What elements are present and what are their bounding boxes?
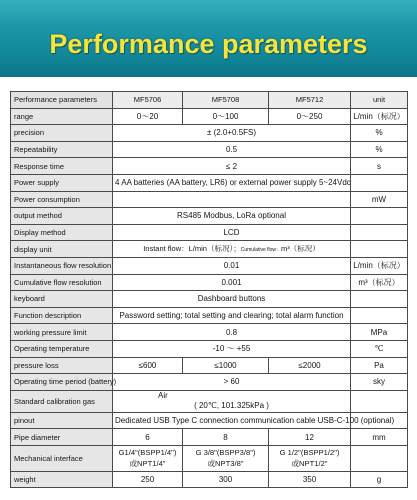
thread-spec: G 3/8"(BSPP3/8")	[195, 448, 256, 458]
spec-value: ≤ 2	[113, 158, 351, 175]
instant-flow-label: Instant flow：	[143, 243, 189, 253]
spec-label: Pipe diameter	[11, 429, 113, 446]
spec-label: Standard calibration gas	[11, 390, 113, 412]
spec-value: 250	[113, 471, 183, 488]
spec-row-repeatability	[11, 141, 408, 158]
spec-label: Power supply	[11, 174, 113, 191]
calibration-gas-name: Air	[158, 391, 168, 401]
spec-value	[113, 191, 351, 208]
spec-value: 8	[183, 429, 269, 446]
spec-row-display-method	[11, 224, 408, 241]
spec-value	[183, 445, 269, 471]
spec-unit: Pa	[351, 357, 408, 374]
spec-unit: sky	[351, 374, 408, 391]
cumulative-flow-unit: m³（标况）	[281, 243, 320, 253]
spec-unit: ℃	[351, 340, 408, 357]
spec-row-output-method	[11, 208, 408, 225]
spec-label: Cumulative flow resolution	[11, 274, 113, 291]
spec-value	[269, 445, 351, 471]
spec-value: 300	[183, 471, 269, 488]
spec-row-precision	[11, 125, 408, 142]
spec-value: -10 ～ +55	[113, 340, 351, 357]
spec-unit: %	[351, 125, 408, 142]
page-title: Performance parameters	[49, 29, 368, 59]
spec-label: Mechanical interface	[11, 445, 113, 471]
spec-row-cumulative-flow-resolution	[11, 274, 408, 291]
spec-unit: MPa	[351, 324, 408, 341]
spec-label: Operating time period (battery)	[11, 374, 113, 391]
spec-label: Power consumption	[11, 191, 113, 208]
spec-unit: L/min（标况）	[351, 257, 408, 274]
spec-value: ± (2.0+0.5FS)	[113, 125, 351, 142]
spec-value: 350	[269, 471, 351, 488]
spec-label: Instantaneous flow resolution	[11, 257, 113, 274]
spec-unit	[351, 307, 408, 324]
spec-value	[113, 445, 183, 471]
unit-header: unit	[351, 92, 408, 109]
header-banner	[0, 0, 417, 77]
thread-spec: G 1/2"(BSPP1/2")	[279, 448, 340, 458]
spec-value: ≤600	[113, 357, 183, 374]
model-header-mf5708: MF5708	[183, 92, 269, 109]
spec-label: Operating temperature	[11, 340, 113, 357]
spec-label: pinout	[11, 412, 113, 429]
spec-value: 0.001	[113, 274, 351, 291]
spec-header-row	[11, 92, 408, 109]
spec-label: Display method	[11, 224, 113, 241]
cumulative-flow-label: Cumulative flow：	[240, 246, 282, 253]
spec-value: > 60	[113, 374, 351, 391]
header-label: Performance parameters	[11, 92, 113, 109]
spec-value: Dedicated USB Type C connection communication cable USB-C-100 (optional)	[113, 412, 351, 429]
spec-label: working pressure limit	[11, 324, 113, 341]
spec-row-range	[11, 108, 408, 125]
calibration-gas-conditions: ( 20℃, 101.325kPa )	[194, 401, 269, 411]
spec-row-power-supply	[11, 174, 408, 191]
thread-alt: 或NPT1/4"	[129, 459, 166, 469]
spec-value: 0～250	[269, 108, 351, 125]
spec-row-pipe-diameter	[11, 429, 408, 446]
spec-row-operating-time-period	[11, 374, 408, 391]
spec-unit: mm	[351, 429, 408, 446]
thread-alt: 或NPT3/8"	[207, 459, 244, 469]
spec-row-power-consumption	[11, 191, 408, 208]
spec-value	[113, 390, 351, 412]
spec-row-display-unit	[11, 241, 408, 258]
spec-unit	[351, 291, 408, 308]
thread-alt: 或NPT1/2"	[291, 459, 328, 469]
instant-flow-unit: L/min（标况）；	[188, 243, 241, 253]
spec-label: Function description	[11, 307, 113, 324]
spec-unit	[351, 390, 408, 412]
spec-unit: s	[351, 158, 408, 175]
spec-value: ≤2000	[269, 357, 351, 374]
thread-spec: G1/4"(BSPP1/4")	[118, 448, 177, 458]
spec-label: output method	[11, 208, 113, 225]
spec-row-pressure-loss	[11, 357, 408, 374]
spec-label: range	[11, 108, 113, 125]
spec-value: LCD	[113, 224, 351, 241]
model-header-mf5706: MF5706	[113, 92, 183, 109]
spec-row-mechanical-interface	[11, 445, 408, 471]
spec-unit	[351, 241, 408, 258]
spec-row-operating-temperature	[11, 340, 408, 357]
spec-label: weight	[11, 471, 113, 488]
spec-label: pressure loss	[11, 357, 113, 374]
spec-label: Repeatability	[11, 141, 113, 158]
spec-table	[10, 91, 408, 488]
spec-unit: L/min（标况）	[351, 108, 408, 125]
spec-row-standard-calibration-gas	[11, 390, 408, 412]
spec-unit	[351, 208, 408, 225]
spec-value: 0～100	[183, 108, 269, 125]
spec-row-working-pressure-limit	[11, 324, 408, 341]
spec-value: 6	[113, 429, 183, 446]
spec-value: 0.5	[113, 141, 351, 158]
spec-unit	[351, 174, 408, 191]
spec-value: 0.8	[113, 324, 351, 341]
spec-value: 4 AA batteries (AA battery, LR6) or external power supply 5~24Vdc	[113, 174, 351, 191]
spec-value	[113, 241, 351, 258]
spec-value: Dashboard buttons	[113, 291, 351, 308]
spec-label: Response time	[11, 158, 113, 175]
spec-row-response-time	[11, 158, 408, 175]
spec-value: 12	[269, 429, 351, 446]
model-header-mf5712: MF5712	[269, 92, 351, 109]
spec-value: 0.01	[113, 257, 351, 274]
spec-row-keyboard	[11, 291, 408, 308]
spec-value: Password setting; total setting and clearing; total alarm function	[113, 307, 351, 324]
spec-unit	[351, 445, 408, 471]
spec-row-function-description	[11, 307, 408, 324]
spec-value: 0～20	[113, 108, 183, 125]
spec-row-pinout	[11, 412, 408, 429]
spec-unit	[351, 224, 408, 241]
spec-row-weight	[11, 471, 408, 488]
spec-label: keyboard	[11, 291, 113, 308]
spec-row-instantaneous-flow-resolution	[11, 257, 408, 274]
spec-unit: %	[351, 141, 408, 158]
spec-unit: g	[351, 471, 408, 488]
spec-label: precision	[11, 125, 113, 142]
spec-label: display unit	[11, 241, 113, 258]
spec-value: ≤1000	[183, 357, 269, 374]
spec-unit: m³（标况）	[351, 274, 408, 291]
spec-value: RS485 Modbus, LoRa optional	[113, 208, 351, 225]
spec-unit: mW	[351, 191, 408, 208]
